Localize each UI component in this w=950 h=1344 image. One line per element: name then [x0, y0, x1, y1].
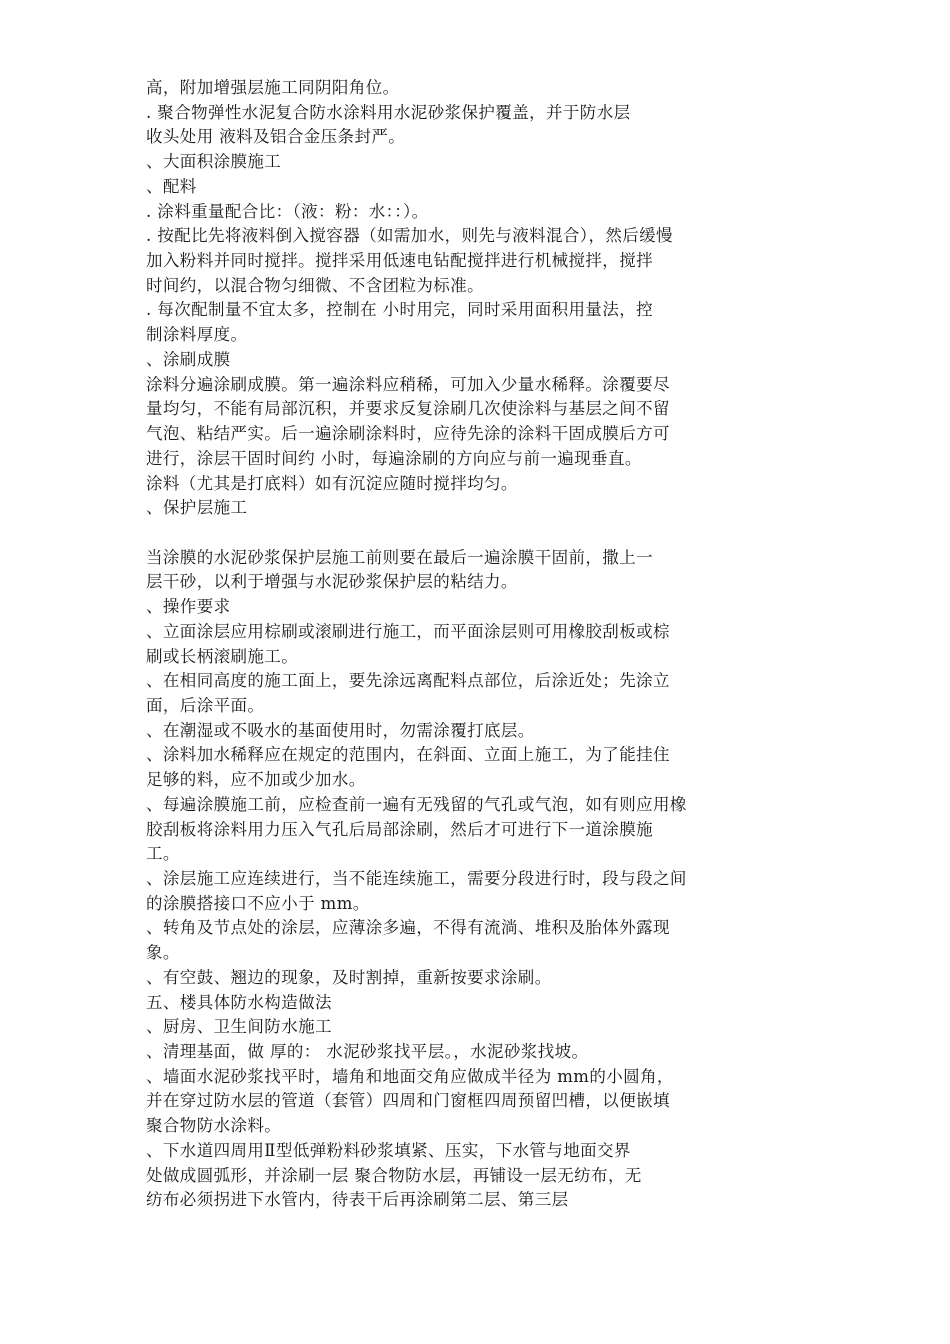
text-line: 聚合物防水涂料。 [146, 1116, 282, 1136]
text-line: 涂料分遍涂刷成膜。第一遍涂料应稍稀，可加入少量水稀释。涂覆要尽 [146, 374, 670, 394]
text-line: . 涂料重量配合比：（液：粉：水：：）。 [146, 201, 429, 221]
text-line: 胶刮板将涂料用力压入气孔后局部涂刷，然后才可进行下一道涂膜施 [146, 819, 653, 839]
text-line: 、配料 [146, 176, 197, 196]
text-line: 工。 [146, 844, 180, 864]
text-line: 、每遍涂膜施工前，应检查前一遍有无残留的气孔或气泡，如有则应用橡 [146, 794, 687, 814]
text-line: 、立面涂层应用棕刷或滚刷进行施工，而平面涂层则可用橡胶刮板或棕 [146, 621, 670, 641]
text-line: 气泡、粘结严实。后一遍涂刷涂料时，应待先涂的涂料干固成膜后方可 [146, 424, 670, 444]
text-line: 时间约，以混合物匀细微、不含团粒为标准。 [146, 275, 484, 295]
document-body [146, 76, 786, 1213]
text-line: 、涂刷成膜 [146, 349, 231, 369]
text-line: . 聚合物弹性水泥复合防水涂料用水泥砂浆保护覆盖，并于防水层 [146, 102, 631, 122]
text-line: 、大面积涂膜施工 [146, 152, 282, 172]
text-line: . 每次配制量不宜太多，控制在 小时用完，同时采用面积用量法，控 [146, 300, 654, 320]
text-line: 面，后涂平面。 [146, 695, 265, 715]
text-line: 、在潮湿或不吸水的基面使用时，勿需涂覆打底层。 [146, 720, 535, 740]
text-line: 制涂料厚度。 [146, 325, 248, 345]
text-line: 加入粉料并同时搅拌。搅拌采用低速电钻配搅拌进行机械搅拌，搅拌 [146, 251, 653, 271]
text-line: 、涂层施工应连续进行，当不能连续施工，需要分段进行时，段与段之间 [146, 869, 687, 888]
text-line: 、厨房、卫生间防水施工 [146, 1017, 332, 1037]
text-line: 、操作要求 [146, 597, 231, 617]
text-line: 纺布必须拐进下水管内，待表干后再涂刷第二层、第三层 [146, 1190, 569, 1210]
text-line: 足够的料，应不加或少加水。 [146, 770, 366, 790]
text-line: . 按配比先将液料倒入搅容器（如需加水，则先与液料混合），然后缓慢 [146, 226, 673, 246]
text-line: 、转角及节点处的涂层，应薄涂多遍，不得有流淌、堆积及胎体外露现 [146, 918, 670, 938]
text-line: 涂料（尤其是打底料）如有沉淀应随时搅拌均匀。 [146, 473, 518, 493]
text-line: 、墙面水泥砂浆找平时，墙角和地面交角应做成半径为 mm的小圆角， [146, 1066, 674, 1086]
text-line: 层干砂，以利于增强与水泥砂浆保护层的粘结力。 [146, 572, 518, 592]
text-line: 五、楼具体防水构造做法 [146, 992, 332, 1012]
text-line: 并在穿过防水层的管道（套管）四周和门窗框四周预留凹槽，以便嵌填 [146, 1091, 670, 1111]
text-line: 量均匀，不能有局部沉积，并要求反复涂刷几次使涂料与基层之间不留 [146, 399, 670, 419]
text-line: 、有空鼓、翘边的现象，及时割掉，重新按要求涂刷。 [146, 967, 552, 987]
text-line: 、清理基面，做 厚的： 水泥砂浆找平层。，水泥砂浆找坡。 [146, 1042, 589, 1062]
text-line: 高，附加增强层施工同阴阳角位。 [146, 78, 400, 97]
text-line: 、在相同高度的施工面上，要先涂远离配料点部位，后涂近处；先涂立 [146, 671, 670, 691]
text-line: 收头处用 液料及铝合金压条封严。 [146, 127, 406, 147]
text-line: 当涂膜的水泥砂浆保护层施工前则要在最后一遍涂膜干固前，撒上一 [146, 547, 653, 567]
text-line: 进行，涂层干固时间约 小时，每遍涂刷的方向应与前一遍现垂直。 [146, 448, 642, 468]
text-line: 处做成圆弧形，并涂刷一层 聚合物防水层，再铺设一层无纺布，无 [146, 1165, 642, 1185]
text-line [146, 521, 786, 546]
text-line: 、涂料加水稀释应在规定的范围内，在斜面、立面上施工，为了能挂住 [146, 745, 670, 765]
text-line: 象。 [146, 943, 180, 963]
text-line: 的涂膜搭接口不应小于 mm。 [146, 893, 370, 913]
text-line: 、保护层施工 [146, 498, 248, 518]
text-line: 、下水道四周用Ⅱ型低弹粉料砂浆填紧、压实，下水管与地面交界 [146, 1140, 631, 1160]
text-line: 刷或长柄滚刷施工。 [146, 646, 299, 666]
